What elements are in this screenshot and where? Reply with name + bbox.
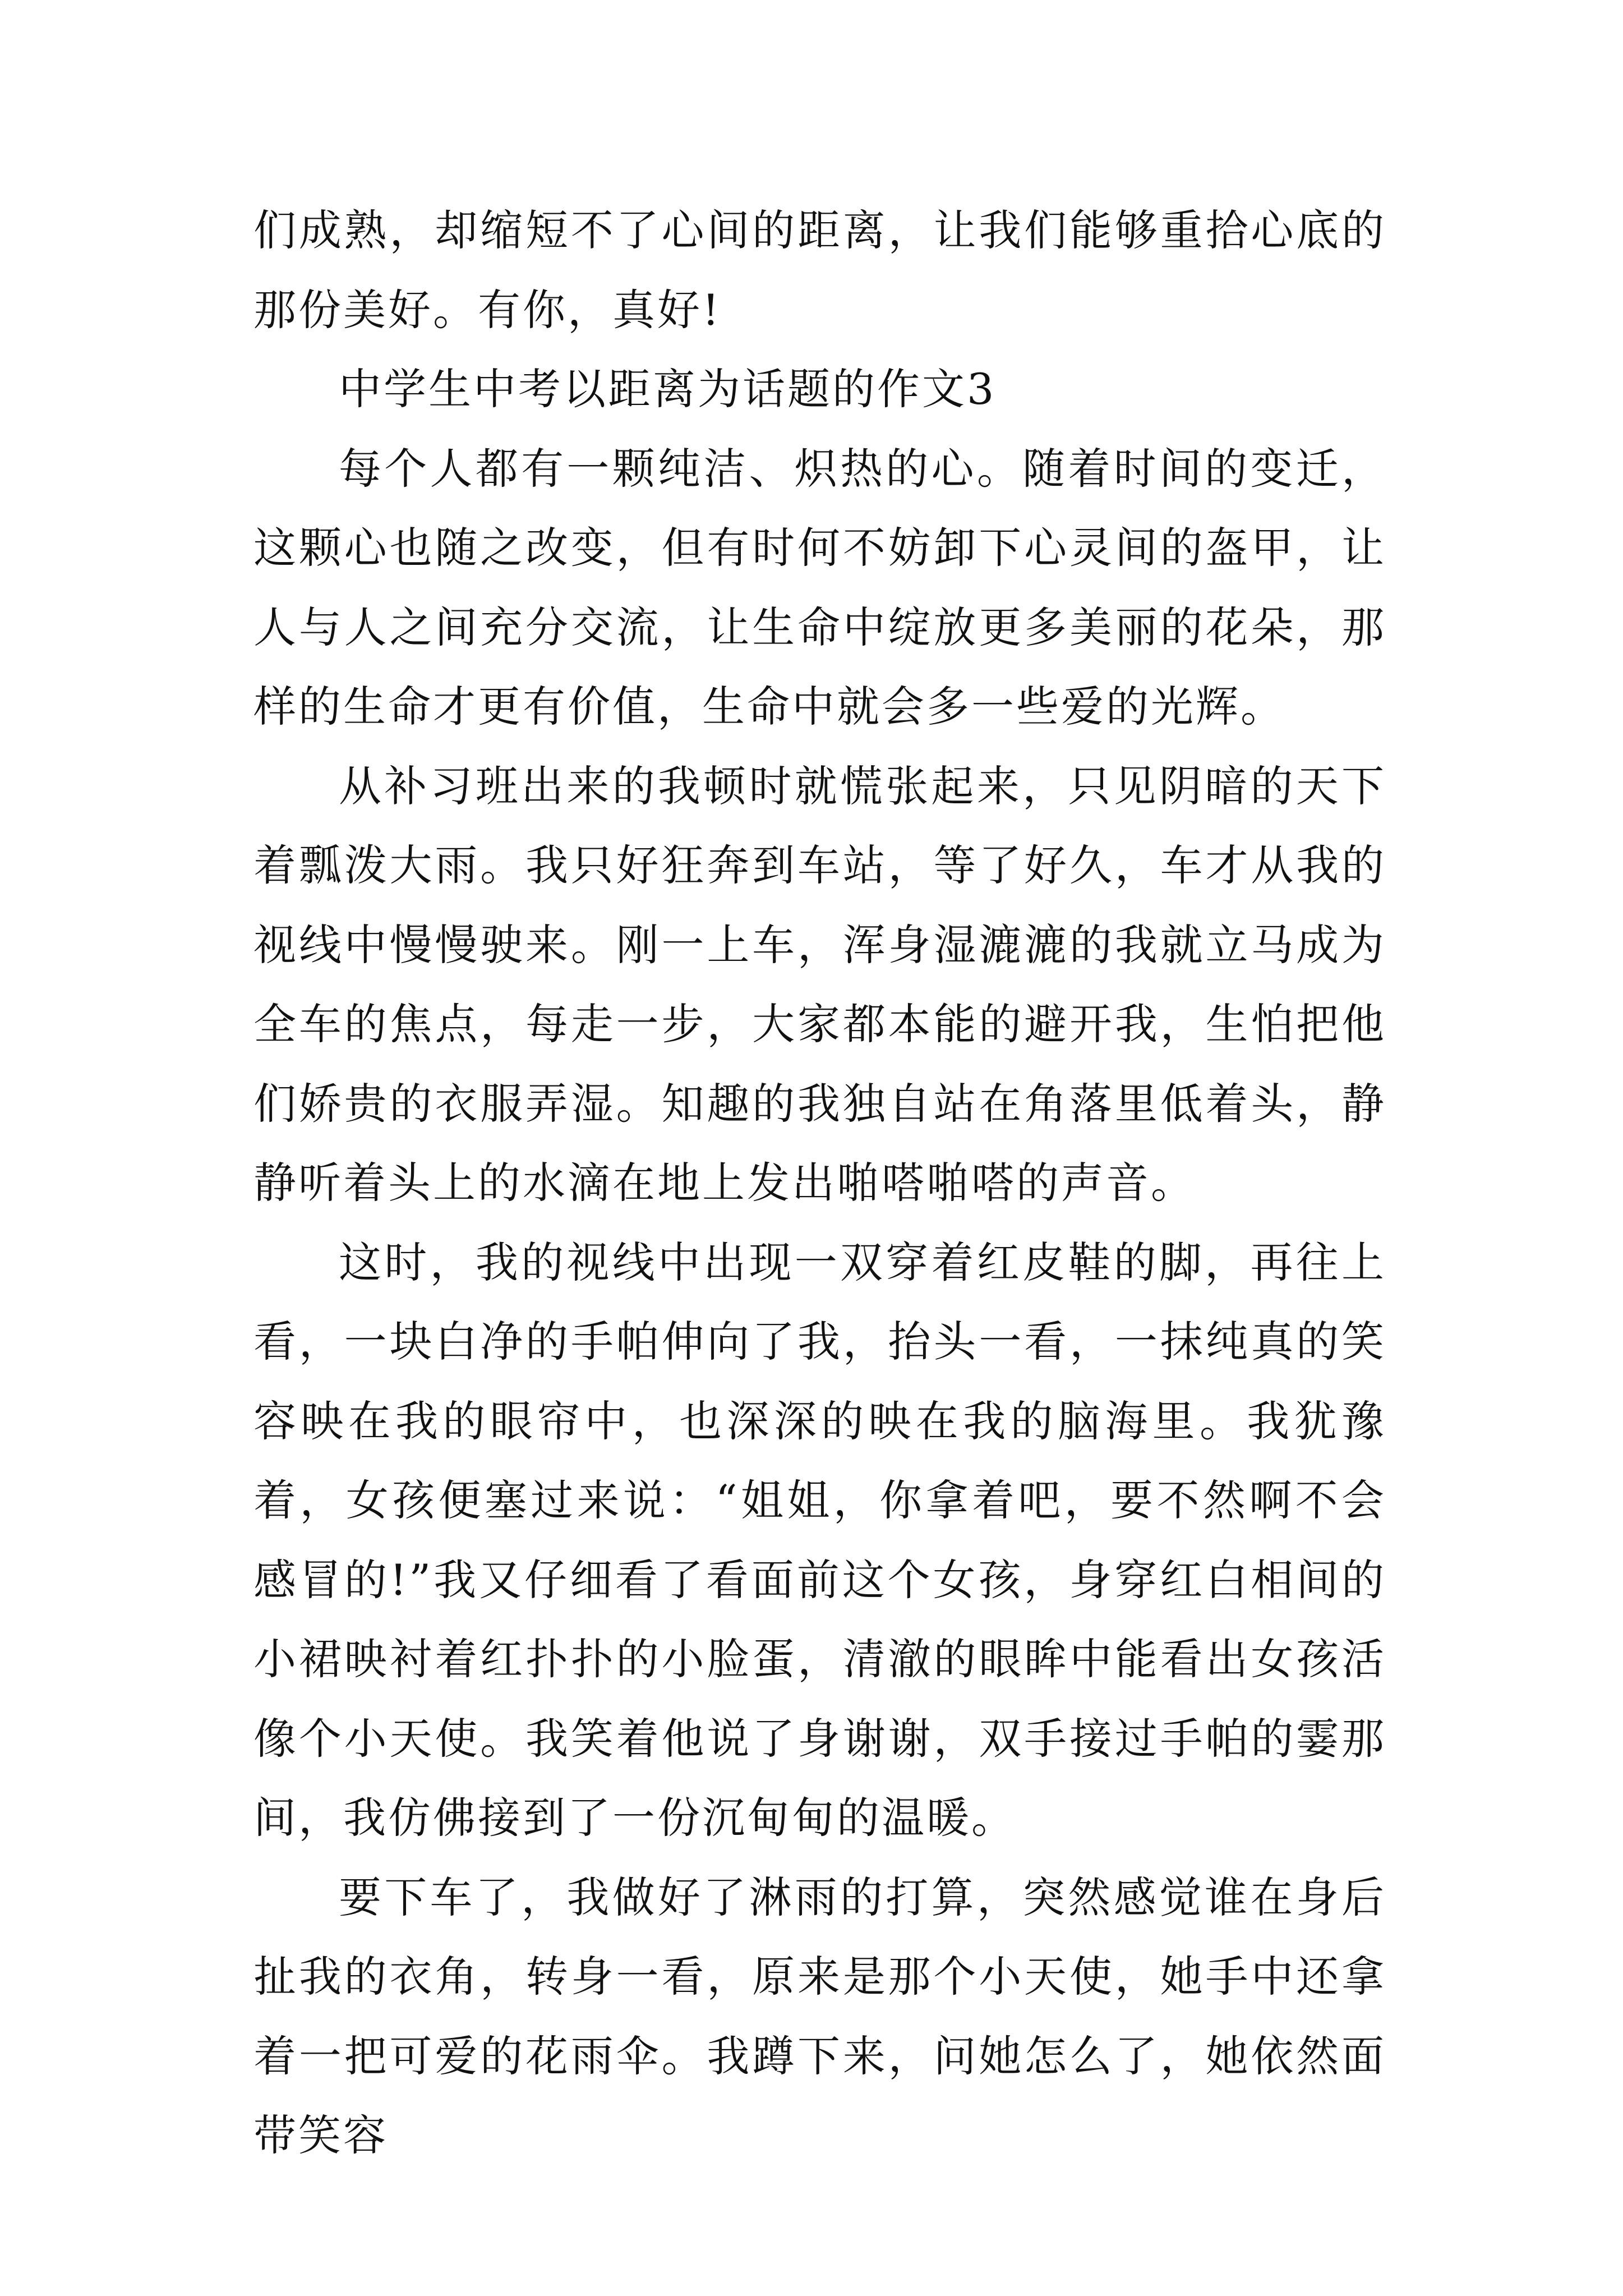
article-body — [253, 191, 1386, 2175]
paragraph-continuation: 们成熟，却缩短不了心间的距离，让我们能够重拾心底的那份美好。有你，真好! — [253, 205, 1386, 335]
paragraph: 这时，我的视线中出现一双穿着红皮鞋的脚，再往上看，一块白净的手帕伸向了我，抬头一看，一抹纯真的笑容映在我的眼帘中，也深深的映在我的脑海里。我犹豫着，女孩便塞过来说：“姐姐，你拿着吧，要不然啊不会感冒的!”我又仔细看了看面前这个女孩，身穿红白相间的小裙映衬着红扑扑的小脸蛋，清澈的眼眸中能看出女孩活像个小天使。我笑着他说了身谢谢，双手接过手帕的霎那间，我仿佛接到了一份沉甸甸的温暖。 — [253, 1237, 1386, 1843]
paragraph: 从补习班出来的我顿时就慌张起来，只见阴暗的天下着瓢泼大雨。我只好狂奔到车站，等了好久，车才从我的视线中慢慢驶来。刚一上车，浑身湿漉漉的我就立马成为全车的焦点，每走一步，大家都本能的避开我，生怕把他们娇贵的衣服弄湿。知趣的我独自站在角落里低着头，静静听着头上的水滴在地上发出啪嗒啪嗒的声音。 — [253, 761, 1386, 1208]
section-heading: 中学生中考以距离为话题的作文3 — [339, 364, 997, 414]
paragraph: 要下车了，我做好了淋雨的打算，突然感觉谁在身后扯我的衣角，转身一看，原来是那个小天使，她手中还拿着一把可爱的花雨伞。我蹲下来，问她怎么了，她依然面带笑容 — [253, 1872, 1386, 2160]
paragraph: 每个人都有一颗纯洁、炽热的心。随着时间的变迁，这颗心也随之改变，但有时何不妨卸下心灵间的盔甲，让人与人之间充分交流，让生命中绽放更多美丽的花朵，那样的生命才更有价值，生命中就会多一些爱的光辉。 — [253, 443, 1386, 731]
